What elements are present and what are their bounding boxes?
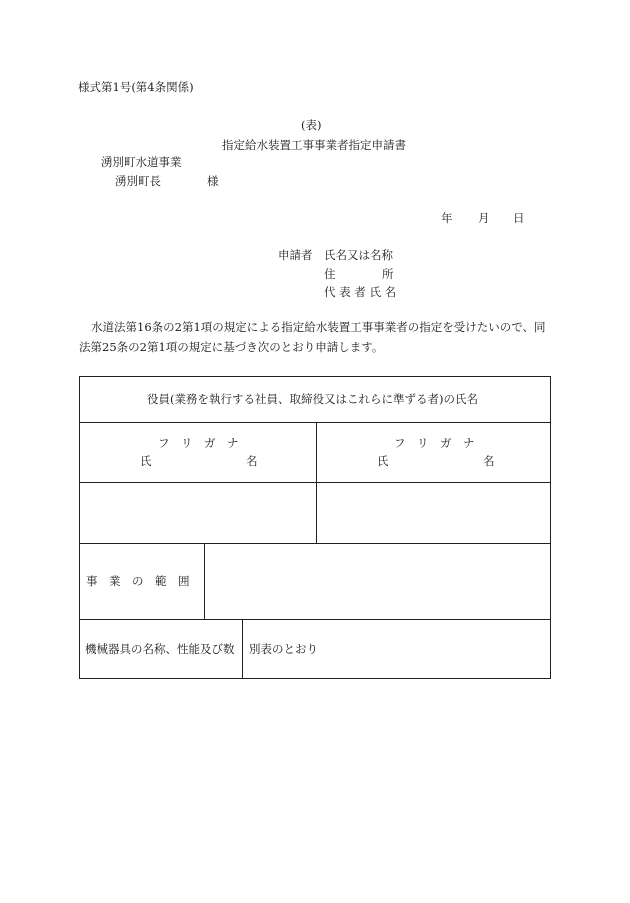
document-title: 指定給水装置工事事業者指定申請書	[222, 138, 406, 152]
form-id: 様式第1号(第4条関係)	[78, 80, 194, 94]
officers-header: 役員(業務を執行する社員、取締役又はこれらに準ずる者)の氏名	[147, 392, 478, 406]
name-label-right-surname: 氏	[377, 454, 389, 468]
furigana-label-left: フ リ ガ ナ	[158, 436, 239, 450]
body-text-line-1: 水道法第16条の2第1項の規定による指定給水装置工事事業者の指定を受けたいので、同	[91, 320, 546, 334]
applicant-name-label: 氏名又は名称	[324, 248, 393, 262]
side-marker: (表)	[301, 118, 322, 132]
business-scope-entry[interactable]	[205, 544, 550, 619]
application-table	[79, 376, 551, 679]
name-label-left-given: 名	[246, 454, 258, 468]
addressee-organization: 湧別町水道事業	[101, 155, 182, 169]
date-year-label: 年	[441, 211, 453, 225]
table-rule	[80, 422, 550, 423]
name-label-left-surname: 氏	[140, 454, 152, 468]
officer-name-entry-left[interactable]	[80, 483, 316, 543]
business-scope-label: 事 業 の 範 囲	[86, 574, 190, 588]
addressee-honorific: 様	[207, 174, 219, 188]
applicant-representative-label: 代 表 者 氏 名	[324, 285, 397, 299]
applicant-address-label-1: 住	[324, 267, 336, 281]
addressee-person: 湧別町長	[115, 174, 161, 188]
furigana-label-right: フ リ ガ ナ	[394, 436, 475, 450]
body-text-line-2: 法第25条の2第1項の規定に基づき次のとおり申請します。	[79, 340, 384, 354]
equipment-value: 別表のとおり	[249, 642, 318, 656]
applicant-address-label-2: 所	[382, 267, 394, 281]
equipment-label: 機械器具の名称、性能及び数	[85, 642, 235, 656]
name-label-right-given: 名	[483, 454, 495, 468]
date-month-label: 月	[478, 211, 490, 225]
date-day-label: 日	[513, 211, 525, 225]
officer-name-entry-right[interactable]	[317, 483, 550, 543]
table-rule	[242, 619, 243, 679]
applicant-label: 申請者	[278, 248, 313, 262]
table-rule	[80, 619, 550, 620]
